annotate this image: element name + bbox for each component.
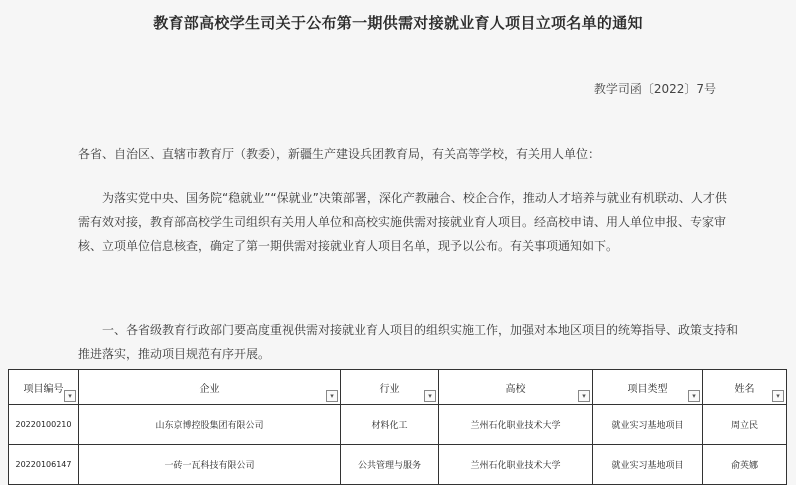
cell-project-type: 就业实习基地项目 xyxy=(593,445,703,485)
salutation: 各省、自治区、直辖市教育厅（教委），新疆生产建设兵团教育局，有关高等学校，有关用人单位： xyxy=(78,147,601,161)
paragraph-item-one: 一、各省级教育行政部门要高度重视供需对接就业育人项目的组织实施工作，加强对本地区项目的统筹指导、政策支持和推进落实，推动项目规范有序开展。 xyxy=(78,323,739,361)
header-name[interactable]: 姓名 ▾ xyxy=(703,370,787,405)
header-industry[interactable]: 行业 ▾ xyxy=(341,370,439,405)
table-header-row xyxy=(9,370,787,405)
cell-name: 俞英娜 xyxy=(703,445,787,485)
filter-dropdown-icon[interactable]: ▾ xyxy=(772,390,784,402)
cell-company: 山东京博控股集团有限公司 xyxy=(79,405,341,445)
header-university[interactable]: 高校 ▾ xyxy=(439,370,593,405)
cell-university: 兰州石化职业技术大学 xyxy=(439,405,593,445)
filter-dropdown-icon[interactable]: ▾ xyxy=(688,390,700,402)
cell-name: 周立民 xyxy=(703,405,787,445)
cell-project-id: 20220100210 xyxy=(9,405,79,445)
cell-project-type: 就业实习基地项目 xyxy=(593,405,703,445)
cell-university: 兰州石化职业技术大学 xyxy=(439,445,593,485)
document-title: 教育部高校学生司关于公布第一期供需对接就业育人项目立项名单的通知 xyxy=(153,14,643,32)
cell-company: 一砖一瓦科技有限公司 xyxy=(79,445,341,485)
table-row xyxy=(9,445,787,485)
header-company[interactable]: 企业 ▾ xyxy=(79,370,341,405)
table-row xyxy=(9,405,787,445)
filter-dropdown-icon[interactable]: ▾ xyxy=(64,390,76,402)
filter-dropdown-icon[interactable]: ▾ xyxy=(424,390,436,402)
cell-industry: 公共管理与服务 xyxy=(341,445,439,485)
cell-project-id: 20220106147 xyxy=(9,445,79,485)
filter-active-icon[interactable]: ▾ xyxy=(578,390,590,402)
header-project-type[interactable]: 项目类型 ▾ xyxy=(593,370,703,405)
header-project-id[interactable]: 项目编号 ▾ xyxy=(9,370,79,405)
paragraph-intro: 为落实党中央、国务院“稳就业”“保就业”决策部署，深化产教融合、校企合作，推动人才培养与就业有机联动、人才供需有效对接，教育部高校学生司组织有关用人单位和高校实施供需对接就业育人项目。经高校申请、用人单位申报、专家审核、立项单位信息核查，确定了第一期供需对接就业育人项目名单，现予以公布。有关事项通知如下。 xyxy=(78,191,727,253)
document-reference-number: 教学司函〔2022〕7号 xyxy=(593,82,716,96)
cell-industry: 材料化工 xyxy=(341,405,439,445)
filter-dropdown-icon[interactable]: ▾ xyxy=(326,390,338,402)
project-table xyxy=(8,369,787,485)
